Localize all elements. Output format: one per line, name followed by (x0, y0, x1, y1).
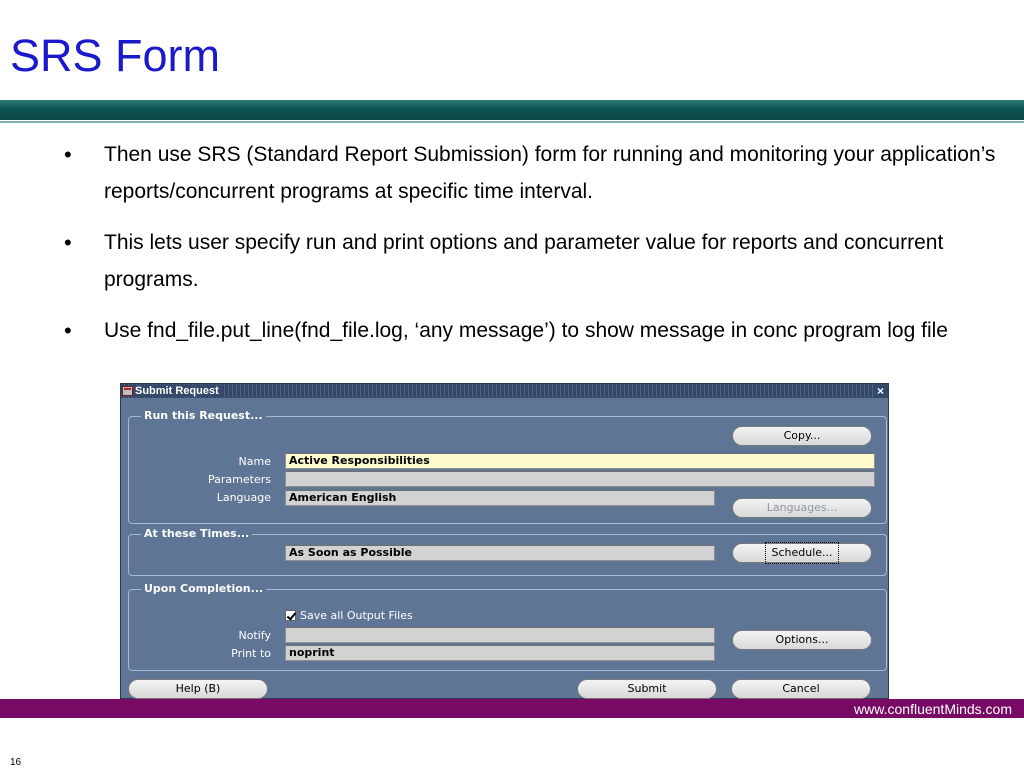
bullet-item: • This lets user specify run and print options and parameter value for reports and concurrent programs. (64, 224, 1014, 298)
language-field[interactable]: American English (285, 490, 715, 506)
name-field[interactable]: Active Responsibilities (285, 453, 875, 469)
completion-group-label: Upon Completion... (141, 582, 266, 595)
languages-button[interactable]: Languages... (732, 498, 872, 518)
header-divider-bar (0, 100, 1024, 120)
run-request-group (128, 409, 887, 524)
notify-label: Notify (238, 629, 271, 642)
completion-group (128, 582, 887, 671)
schedule-group-label: At these Times... (141, 527, 252, 540)
print-to-field[interactable]: noprint (285, 645, 715, 661)
bullet-item: • Then use SRS (Standard Report Submission) form for running and monitoring your application’s reports/concurrent programs at specific time interval. (64, 136, 1014, 210)
page-number: 16 (10, 757, 22, 768)
bullet-icon: • (64, 230, 72, 255)
copy-button[interactable]: Copy... (732, 426, 872, 446)
submit-request-window (120, 383, 889, 699)
cancel-button[interactable]: Cancel (731, 679, 871, 699)
parameters-field[interactable] (285, 471, 875, 487)
print-to-label: Print to (231, 647, 271, 660)
submit-button[interactable]: Submit (577, 679, 717, 699)
help-button[interactable]: Help (B) (128, 679, 268, 699)
name-label: Name (238, 455, 271, 468)
save-output-checkbox[interactable] (285, 610, 296, 621)
app-icon (122, 386, 133, 396)
notify-field[interactable] (285, 627, 715, 643)
footer-url: www.confluentMinds.com (854, 701, 1012, 717)
schedule-button[interactable]: Schedule... (732, 543, 872, 563)
run-request-group-label: Run this Request... (141, 409, 266, 422)
language-label: Language (216, 491, 271, 504)
bullet-list (64, 136, 1014, 363)
bullet-icon: • (64, 318, 72, 343)
bullet-item: • Use fnd_file.put_line(fnd_file.log, ‘any message’) to show message in conc program log file (64, 312, 1014, 349)
save-output-label: Save all Output Files (300, 609, 413, 622)
options-button[interactable]: Options... (732, 630, 872, 650)
bullet-icon: • (64, 142, 72, 167)
schedule-field[interactable]: As Soon as Possible (285, 545, 715, 561)
window-title: Submit Request (135, 385, 223, 397)
close-icon[interactable]: × (876, 384, 884, 398)
slide-title: SRS Form (10, 30, 221, 81)
window-titlebar[interactable] (121, 384, 888, 398)
schedule-group (128, 527, 887, 576)
parameters-label: Parameters (208, 473, 271, 486)
